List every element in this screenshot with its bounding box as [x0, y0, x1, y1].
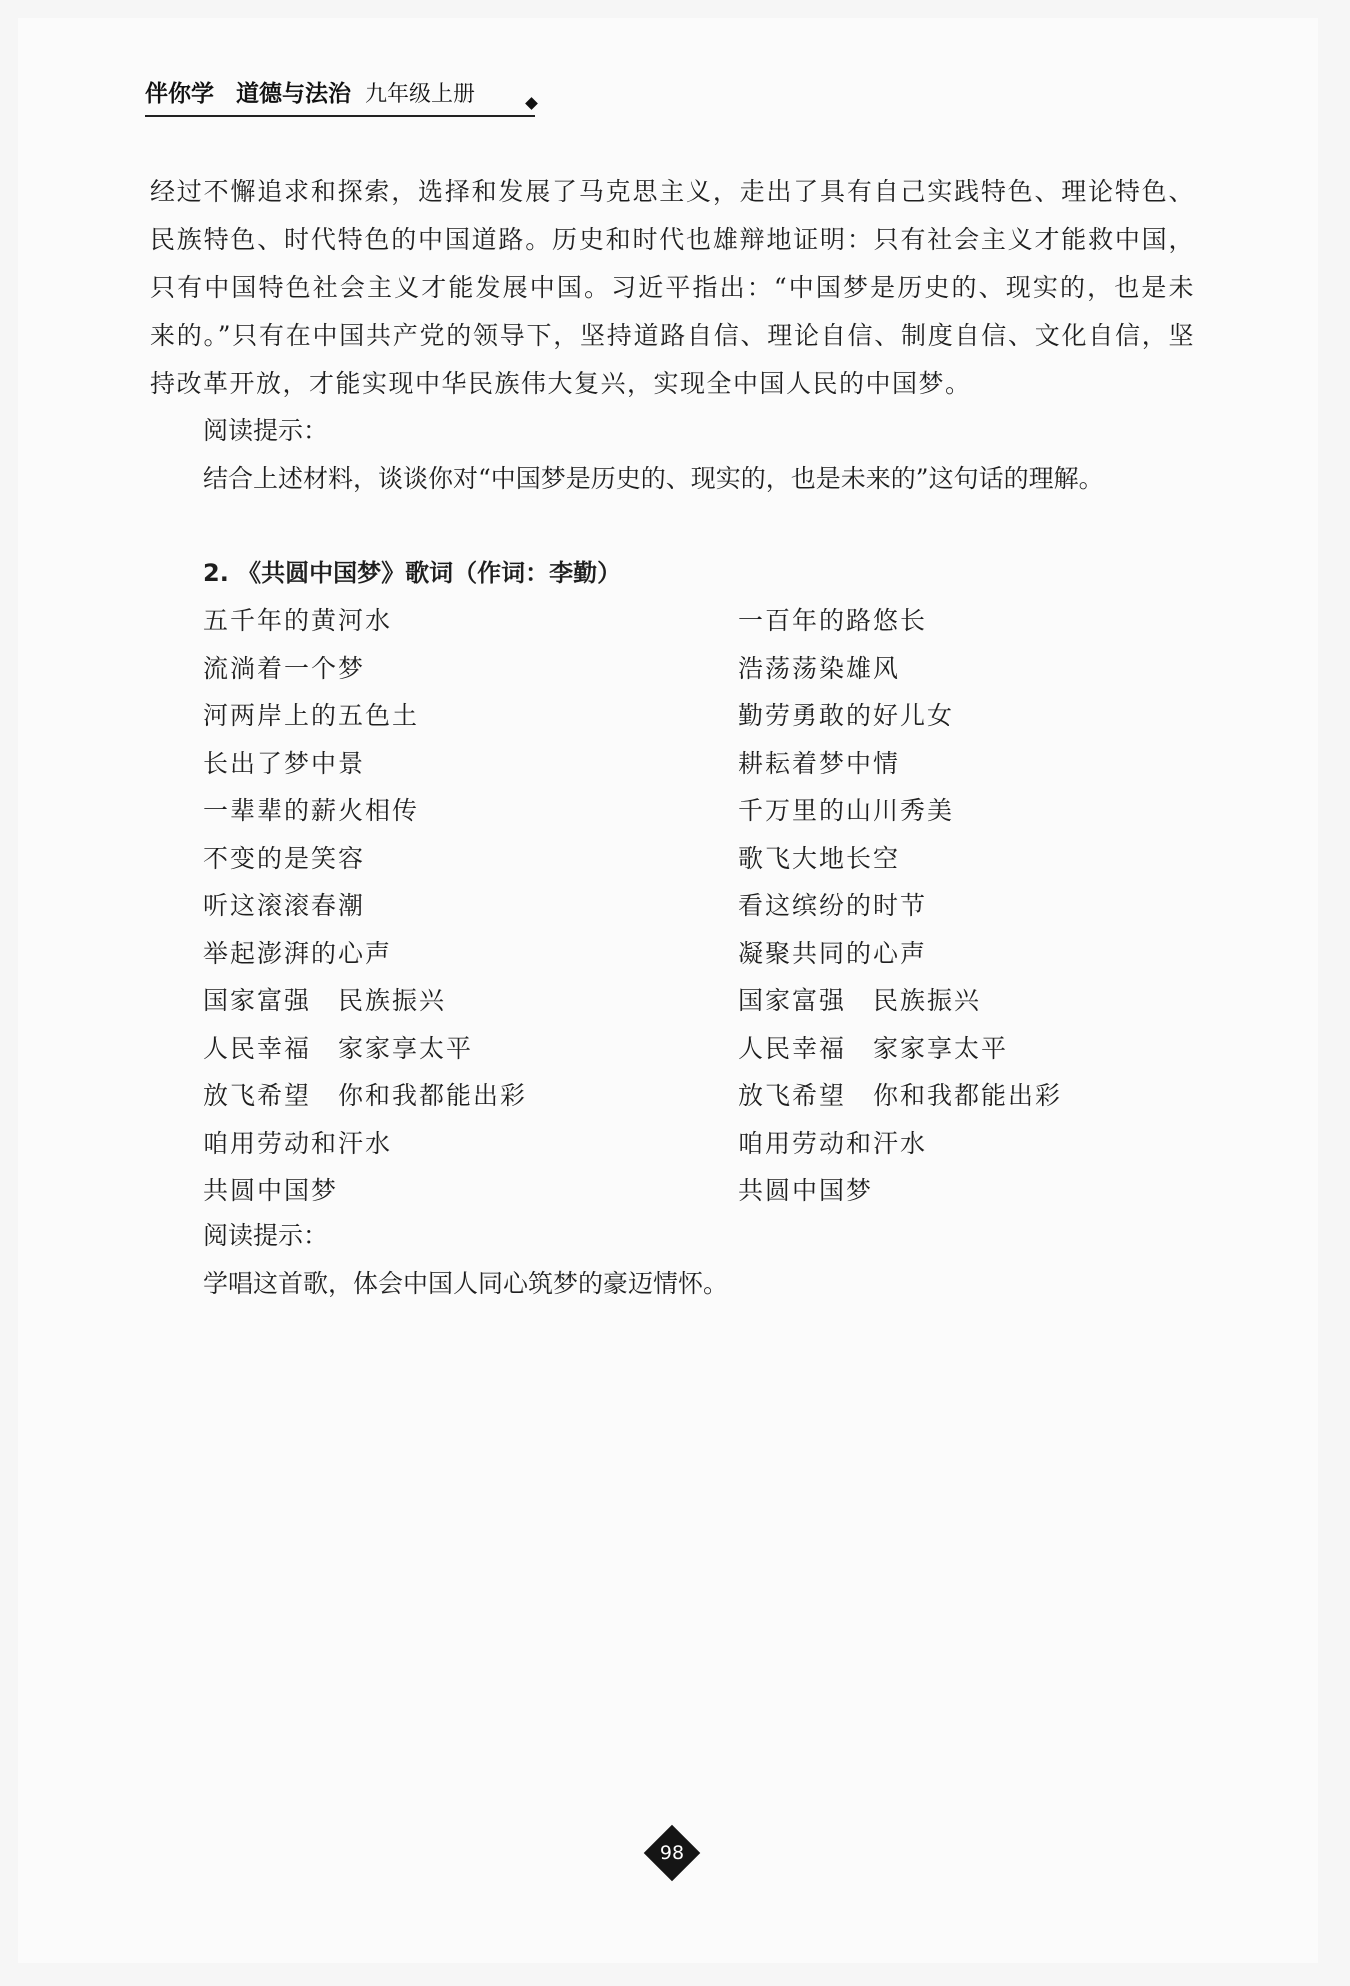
reading-hint-label: 阅读提示： — [203, 416, 329, 445]
lyric-line-left: 听这滚滚春潮 — [203, 891, 366, 920]
song-section-title: 2. 《共圆中国梦》歌词（作词：李勤） — [203, 559, 622, 587]
lyric-line-left: 五千年的黄河水 — [203, 606, 393, 635]
lyric-line-left: 河两岸上的五色土 — [203, 701, 420, 730]
lyric-line-left: 人民幸福 家家享太平 — [203, 1033, 474, 1063]
song-hint-text: 学唱这首歌，体会中国人同心筑梦的豪迈情怀。 — [203, 1269, 729, 1298]
lyric-line-right: 共圆中国梦 — [738, 1176, 874, 1205]
header-grade: 九年级上册 — [365, 82, 476, 107]
header-brand: 伴你学 — [145, 81, 214, 107]
header-subject: 道德与法治 — [236, 81, 351, 107]
lyric-line-right: 国家富强 民族振兴 — [738, 986, 982, 1015]
song-hint-label: 阅读提示： — [203, 1221, 329, 1250]
lyric-line-right: 千万里的山川秀美 — [738, 796, 955, 825]
lyric-line-left: 不变的是笑容 — [203, 843, 366, 873]
lyric-line-right: 凝聚共同的心声 — [738, 938, 928, 968]
lyric-line-right: 耕耘着梦中情 — [738, 748, 901, 778]
lyric-line-right: 一百年的路悠长 — [738, 606, 928, 635]
lyric-line-right: 看这缤纷的时节 — [738, 891, 928, 920]
passage-paragraph: 经过不懈追求和探索，选择和发展了马克思主义，走出了具有自己实践特色、理论特色、民族特色、时代特色的中国道路。历史和时代也雄辩地证明：只有社会主义才能救中国，只有中国特色社会主义才能发展中国。习近平指出：“中国梦是历史的、现实的，也是未来的。”只有在中国共产党的领导下，坚持道路自信、理论自信、制度自信、文化自信，坚持改革开放，才能实现中华民族伟大复兴，实现全中国人民的中国梦。 — [150, 177, 1195, 398]
lyric-line-left: 流淌着一个梦 — [203, 653, 366, 683]
lyric-line-right: 勤劳勇敢的好儿女 — [738, 701, 955, 730]
lyric-line-right: 放飞希望 你和我都能出彩 — [738, 1081, 1063, 1110]
lyric-line-right: 人民幸福 家家享太平 — [738, 1033, 1009, 1063]
running-header — [145, 75, 535, 117]
lyric-line-left: 举起澎湃的心声 — [203, 938, 393, 968]
lyric-line-right: 咱用劳动和汗水 — [738, 1128, 928, 1158]
page-number: 98 — [659, 1842, 685, 1864]
lyric-line-left: 共圆中国梦 — [203, 1176, 339, 1205]
lyric-line-left: 长出了梦中景 — [203, 748, 366, 778]
lyric-line-left: 放飞希望 你和我都能出彩 — [203, 1081, 528, 1110]
lyric-line-right: 歌飞大地长空 — [738, 843, 901, 873]
lyric-line-left: 国家富强 民族振兴 — [203, 986, 447, 1015]
lyric-line-left: 一辈辈的薪火相传 — [203, 796, 420, 825]
lyric-line-left: 咱用劳动和汗水 — [203, 1128, 393, 1158]
reading-hint-text: 结合上述材料，谈谈你对“中国梦是历史的、现实的，也是未来的”这句话的理解。 — [203, 464, 1104, 493]
lyric-line-right: 浩荡荡染雄风 — [738, 653, 901, 683]
